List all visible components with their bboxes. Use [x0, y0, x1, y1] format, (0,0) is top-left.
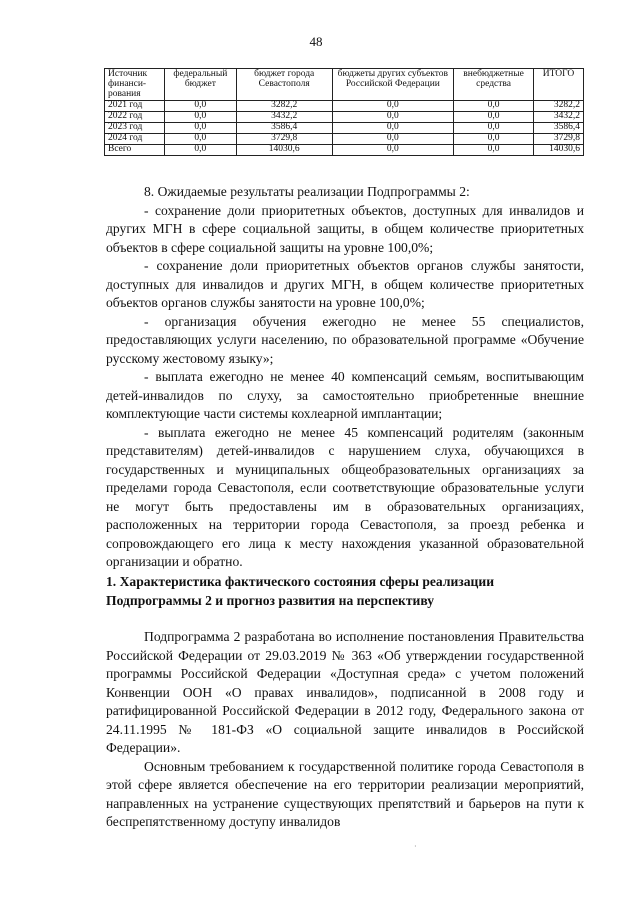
cell-value: 0,0	[164, 133, 236, 144]
row-label: 2024 год	[105, 133, 165, 144]
cell-value: 3586,4	[236, 122, 332, 133]
cell-value: 3729,8	[236, 133, 332, 144]
cell-value: 0,0	[332, 100, 454, 111]
cell-value: 0,0	[164, 122, 236, 133]
cell-value: 14030,6	[236, 144, 332, 155]
financing-table	[104, 68, 584, 156]
paragraph: Подпрограмма 2 разработана во исполнение постановления Правительства Российской Федерации от 29.03.2019 № 363 «Об утверждении государственной программы Российской Федерации «Доступная среда» с учетом положений Конвенции ООН «О правах инвалидов», подписанной в 2008 году и ратифицированной Российской Федерации в 2012 году, Федерального закона от 24.11.1995 № 181-ФЗ «О социальной защите инвалидов в Российской Федерации».	[106, 629, 584, 755]
header-city-budget: бюджет города Севастополя	[236, 69, 332, 101]
header-other-subjects: бюджеты других субъектов Российской Федерации	[332, 69, 454, 101]
cell-value: 0,0	[332, 122, 454, 133]
scan-speck: ·	[414, 842, 417, 851]
row-label: 2023 год	[105, 122, 165, 133]
row-label: 2021 год	[105, 100, 165, 111]
cell-value: 3282,2	[236, 100, 332, 111]
cell-value: 0,0	[454, 133, 534, 144]
header-federal: федеральный бюджет	[164, 69, 236, 101]
expected-results-section	[106, 183, 584, 572]
cell-value: 3729,8	[534, 133, 584, 144]
cell-value: 0,0	[164, 144, 236, 155]
page-number: 48	[309, 34, 323, 49]
table-row-total	[105, 144, 584, 155]
cell-value: 0,0	[164, 100, 236, 111]
section-title: 8. Ожидаемые результаты реализации Подпрограммы 2:	[144, 184, 470, 199]
result-item: - выплата ежегодно не менее 45 компенсаций родителям (законным представителям) детей-инвалидов с нарушением слуха, обучающихся в государственных и муниципальных общеобразовательных организациях за пределами города Севастополя, если соответствующие образовательные услуги не могут быть предоставлены им в образовательных организациях, расположенных на территории города Севастополя, за проезд ребенка и сопровождающего его лица к месту нахождения указанной образовательной организации и обратно.	[106, 424, 584, 569]
cell-value: 14030,6	[534, 144, 584, 155]
header-total: ИТОГО	[534, 69, 584, 101]
result-item: - организация обучения ежегодно не менее 55 специалистов, предоставляющих услуги населению, по образовательной программе «Обучение русскому жестовому языку»;	[106, 313, 584, 366]
cell-value: 0,0	[454, 144, 534, 155]
cell-value: 0,0	[454, 122, 534, 133]
row-label: Всего	[105, 144, 165, 155]
result-item: - сохранение доли приоритетных объектов, доступных для инвалидов и других МГН в сфере социальной защиты, в общем количестве приоритетных объектов в сфере социальной защиты на уровне 100,0%;	[106, 202, 584, 255]
cell-value: 0,0	[332, 133, 454, 144]
section-heading-line-2: Подпрограммы 2 и прогноз развития на перспективу	[106, 592, 435, 608]
cell-value: 3432,2	[534, 111, 584, 122]
table-row	[105, 122, 584, 133]
header-extrabudget: внебюджетные средства	[454, 69, 534, 101]
table-row	[105, 100, 584, 111]
cell-value: 3282,2	[534, 100, 584, 111]
cell-value: 3432,2	[236, 111, 332, 122]
cell-value: 0,0	[454, 100, 534, 111]
cell-value: 3586,4	[534, 122, 584, 133]
paragraph: Основным требованием к государственной политике города Севастополя в этой сфере является обеспечение на его территории реализации мероприятий, направленных на устранение существующих препятствий и барьеров на пути к беспрепятственному доступу инвалидов	[106, 758, 584, 829]
table-header-row	[105, 69, 584, 101]
table-row	[105, 133, 584, 144]
cell-value: 0,0	[332, 111, 454, 122]
characteristics-section	[106, 573, 584, 832]
table-row	[105, 111, 584, 122]
cell-value: 0,0	[164, 111, 236, 122]
section-heading-line-1: 1. Характеристика фактического состояния сферы реализации	[106, 574, 495, 589]
cell-value: 0,0	[332, 144, 454, 155]
row-label: 2022 год	[105, 111, 165, 122]
result-item: - выплата ежегодно не менее 40 компенсаций семьям, воспитывающим детей-инвалидов по слуху, за самостоятельно приобретенные внешние комплектующие части системы кохлеарной имплантации;	[106, 369, 584, 421]
result-item: - сохранение доли приоритетных объектов органов службы занятости, доступных для инвалидов и других МГН, в общем количестве приоритетных объектов органов службы занятости на уровне 100,0%;	[106, 258, 584, 310]
header-source: Источник финанси-рования	[105, 69, 165, 101]
cell-value: 0,0	[454, 111, 534, 122]
